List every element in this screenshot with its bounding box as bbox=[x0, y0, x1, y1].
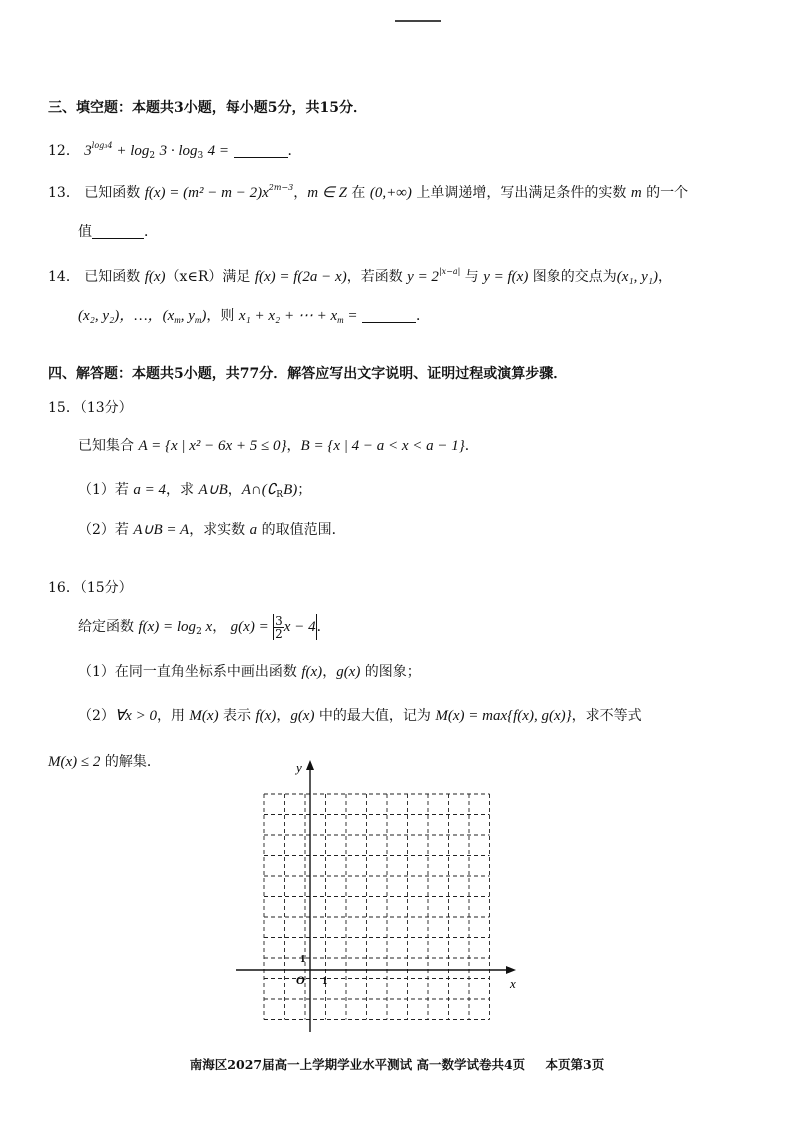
section3-heading: 三、填空题：本题共3小题，每小题5分，共15分． bbox=[48, 100, 367, 116]
q16-intro: 给定函数 $f(x) = \log_2 x$， g(x) = $\frac{3}{2}$ x − 4． bbox=[78, 613, 331, 641]
x-axis-label: x bbox=[510, 976, 516, 991]
q12-number: 12． bbox=[48, 143, 80, 159]
q15-part2: （2）若 A∪B = A，求实数 a 的取值范围． bbox=[78, 522, 346, 538]
question-12: 12． $3^{log_34} + \log_2 3 \cdot \log_3 4$ = ． bbox=[48, 141, 302, 161]
q15-part1: （1）若 a = 4，求 A∪B，$A\cap(∁_RB)$； bbox=[78, 482, 312, 500]
question-13: 13． 已知函数 $f(x) = (m^2 - m - 2)x^{2m-3}$，m ∈ Z 在 (0,+∞) 上单调递增，写出满足条件的实数 m 的一个 bbox=[48, 183, 689, 201]
y-axis-arrow bbox=[306, 760, 314, 770]
page-footer bbox=[0, 1055, 794, 1073]
q16-part2: （2）∀x > 0，用 M(x) 表示 f(x)，g(x) 中的最大值，记为 M(x) = max{f(x), g(x)}，求不等式 bbox=[78, 708, 642, 724]
q16-number: 16．（15分） bbox=[48, 580, 133, 596]
fraction-3-2: $\frac{3}{2}$ bbox=[275, 613, 283, 641]
q15-number: 15．（13分） bbox=[48, 400, 133, 416]
origin-label: O bbox=[296, 973, 305, 987]
footer-exam-info: 南海区2027届高一上学期学业水平测试 高一数学试卷共4页 bbox=[189, 1057, 526, 1072]
q13-number: 13． bbox=[48, 185, 80, 201]
footer-page-number: 本页第3页 bbox=[545, 1057, 605, 1072]
q13-answer-blank[interactable] bbox=[92, 224, 144, 239]
coordinate-grid[interactable] bbox=[232, 758, 522, 1038]
q14-answer-blank[interactable] bbox=[362, 308, 416, 323]
y-unit-label: 1 bbox=[300, 953, 306, 965]
question-13-line2: 值 ． bbox=[78, 224, 158, 240]
x-axis-arrow bbox=[506, 966, 516, 974]
q12-answer-blank[interactable] bbox=[234, 143, 288, 158]
question-14-line2: (x₂, y₂)，…，($x_m$, $y_m$)，则 x₁ + x₂ + ⋯ + $x_m$ = ． bbox=[78, 308, 430, 325]
question-14: 14． 已知函数 f(x)（x∈R）满足 f(x) = f(2a − x)，若函数 $y = 2^{|x-a|}$ 与 y = f(x) 图象的交点为(x₁, y₁)， bbox=[48, 267, 673, 285]
q15-intro: 已知集合 A = {x | x² − 6x + 5 ≤ 0}，B = {x | 4 − a < x < a − 1}． bbox=[78, 438, 479, 454]
header-mark bbox=[395, 20, 441, 22]
x-unit-label: 1 bbox=[322, 975, 328, 987]
section4-heading: 四、解答题：本题共5小题，共77分．解答应写出文字说明、证明过程或演算步骤． bbox=[48, 366, 568, 382]
q14-number: 14． bbox=[48, 269, 80, 285]
y-axis-label: y bbox=[296, 760, 302, 775]
q16-part2-line2: M(x) ≤ 2 的解集． bbox=[48, 754, 161, 770]
q16-part1: （1）在同一直角坐标系中画出函数 f(x)，g(x) 的图象； bbox=[78, 664, 421, 680]
